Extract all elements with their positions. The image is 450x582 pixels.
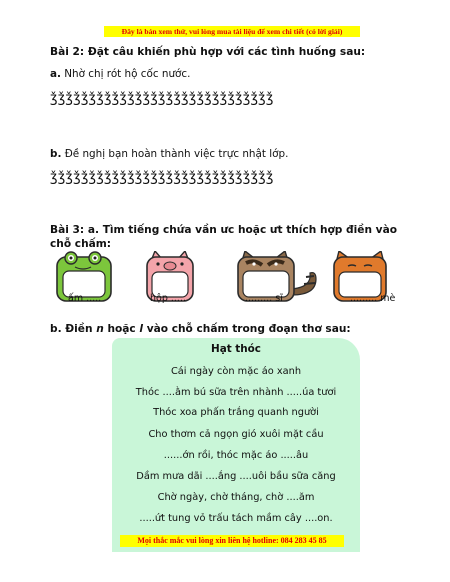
bai2-b-answer-lines: ǯǯǯǯǯǯǯǯǯǯǯǯǯǯǯǯǯǯǯǯǯǯǯǯǯǯǯǯǯ (50, 170, 274, 185)
poem-line: ......ớn rồi, thóc mặc áo .....âu (163, 450, 309, 461)
blank-4: ......... mè (350, 293, 396, 304)
preview-banner: Đây là bản xem thử, vui lòng mua tài liệu để xem chi tiết (có lời giải) (104, 26, 360, 37)
poem-line: Cái ngày còn mặc áo xanh (170, 366, 302, 377)
bai2-b-label: b. (50, 148, 62, 160)
bai2-a-prompt (50, 68, 190, 80)
bai3-b-mid: hoặc (103, 323, 140, 335)
poem-line: .....ứt tung vỏ trấu tách mầm cây ....on. (139, 513, 333, 524)
poem-line: Dầm mưa dãi ....ắng ....uôi bầu sữa căng (136, 471, 336, 482)
bai3-title-line1: Bài 3: a. Tìm tiếng chứa vần ưc hoặc ưt thích hợp điền vào (50, 224, 398, 236)
bai2-b-text: Đề nghị bạn hoàn thành việc trực nhật lớp. (61, 148, 289, 160)
bai3-b-n: n (96, 323, 104, 335)
bai2-b-prompt (50, 148, 288, 160)
bai3-b-l: l (139, 323, 144, 335)
bai2-a-answer-lines: ǯǯǯǯǯǯǯǯǯǯǯǯǯǯǯǯǯǯǯǯǯǯǯǯǯǯǯǯǯ (50, 91, 274, 106)
poem-title: Hạt thóc (211, 343, 261, 355)
poem-line: Thóc xoa phấn trắng quanh người (153, 407, 319, 418)
blank-3: ......... sĩ (245, 293, 283, 304)
poem-line: Thóc ....ằm bú sữa trên nhành .....úa tươi (135, 387, 337, 398)
bai2-a-text: Nhờ chị rót hộ cốc nước. (60, 68, 191, 80)
bai3-b-post: vào chỗ chấm trong đoạn thơ sau: (143, 323, 351, 335)
blank-2: hộp ..... (150, 293, 186, 304)
poem-line: Cho thơm cả ngọn gió xuôi mặt cầu (148, 429, 324, 440)
bai3-title-line2: chỗ chấm: (50, 238, 112, 250)
bai2-title: Bài 2: Đặt câu khiến phù hợp với các tình huống sau: (50, 46, 366, 58)
bai2-a-label: a. (50, 68, 61, 80)
blank-1: ấm ..... (68, 293, 102, 304)
hotline-footer: Mọi thắc mắc vui lòng xin liên hệ hotline: 084 283 45 85 (120, 535, 344, 547)
bai3-b-title (50, 323, 351, 335)
poem-line: Chờ ngày, chờ tháng, chờ ....ăm (157, 492, 315, 503)
bai3-b-pre: b. Điền (50, 323, 97, 335)
